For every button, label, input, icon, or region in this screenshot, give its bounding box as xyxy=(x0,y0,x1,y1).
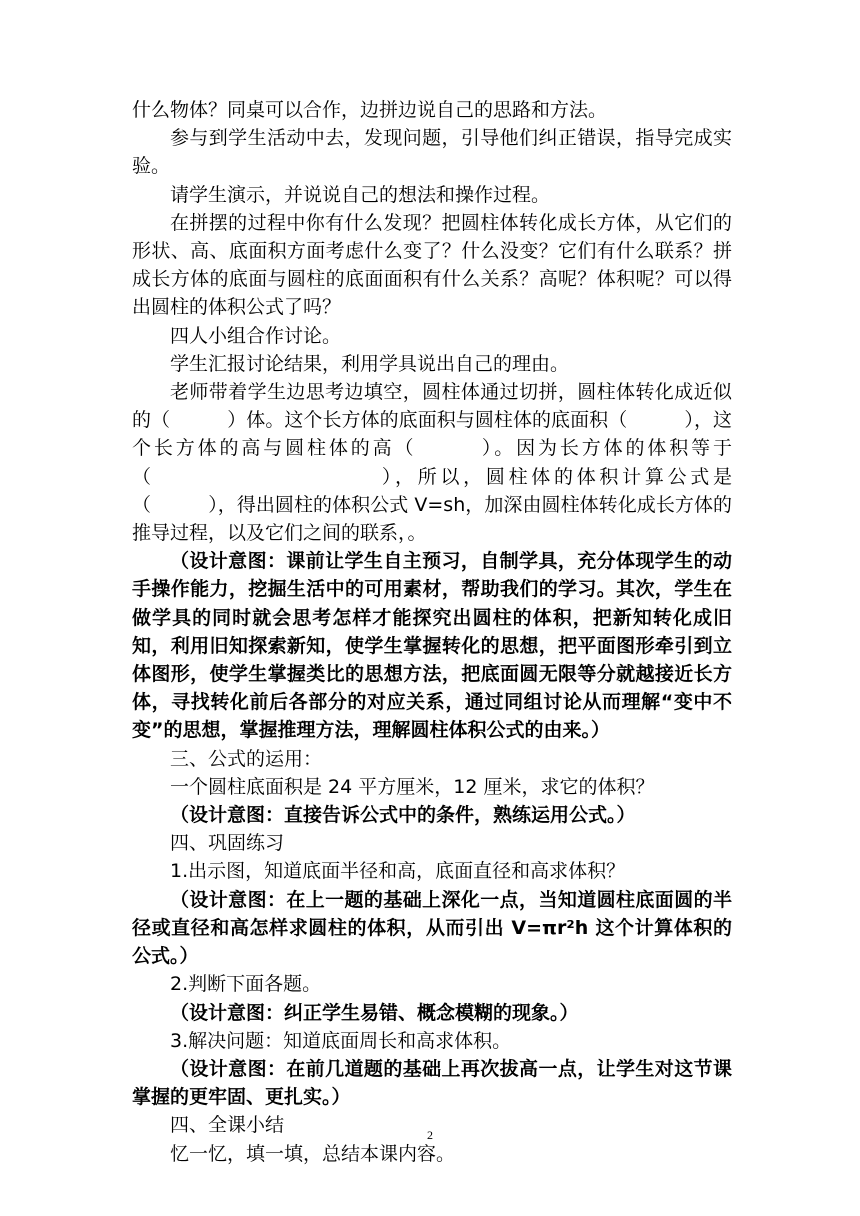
page-number: 2 xyxy=(427,1128,433,1142)
paragraph: 什么物体？同桌可以合作，边拼边说自己的思路和方法。 xyxy=(132,99,608,121)
paragraph: 一个圆柱底面积是 24 平方厘米，12 厘米，求它的体积？ xyxy=(170,775,655,798)
section-heading: 四、巩固练习 xyxy=(170,832,285,855)
paragraph: 1.出示图，知道底面半径和高，底面直径和高求体积？ xyxy=(170,860,626,883)
paragraph: 四人小组合作讨论。 xyxy=(170,324,342,347)
paragraph: 老师带着学生边思考边填空，圆柱体通过切拼，圆柱体转化成近似的（ ）体。这个长方体的底面积与圆柱体的底面积（ ），这个长方体的高与圆柱体的高（ ）。因为长方体的体积等于（ ），所以，圆柱体的体积计算公式是（ ），得出圆柱的体积公式 V=sh，加深由圆柱体转化成长方体的推导过程，以及它们之间的联系，。 xyxy=(132,381,732,545)
design-intent-note: （设计意图：在上一题的基础上深化一点，当知道圆柱底面圆的半径或直径和高怎样求圆柱的体积，从而引出 V=πr²h 这个计算体积的公式。） xyxy=(132,888,732,968)
section-heading: 四、全课小结 xyxy=(170,1114,285,1137)
paragraph: 请学生演示，并说说自己的想法和操作过程。 xyxy=(170,183,551,206)
paragraph: 在拼摆的过程中你有什么发现？把圆柱体转化成长方体，从它们的形状、高、底面积方面考虑什么变了？什么没变？它们有什么联系？拼成长方体的底面与圆柱的底面面积有什么关系？高呢？体积呢？可以得出圆柱的体积公式了吗？ xyxy=(132,211,732,319)
design-intent-note: （设计意图：在前几道题的基础上再次拔高一点，让学生对这节课掌握的更牢固、更扎实。） xyxy=(132,1057,732,1109)
design-intent-note: （设计意图：纠正学生易错、概念模糊的现象。） xyxy=(170,1001,579,1024)
design-intent-note: （设计意图：课前让学生自主预习，自制学具，充分体现学生的动手操作能力，挖掘生活中的可用素材，帮助我们的学习。其次，学生在做学具的同时就会思考怎样才能探究出圆柱的体积，把新知转化成旧知，利用旧知探索新知，使学生掌握转化的思想，把平面图形牵引到立体图形，使学生掌握类比的思想方法，把底面圆无限等分就越接近长方体，寻找转化前后各部分的对应关系，通过同组讨论从而理解“变中不变”的思想，掌握推理方法，理解圆柱体积公式的由来。） xyxy=(132,550,732,742)
body-text xyxy=(132,96,732,1168)
paragraph: 忆一忆，填一填，总结本课内容。 xyxy=(170,1142,456,1165)
design-intent-note: （设计意图：直接告诉公式中的条件，熟练运用公式。） xyxy=(170,804,636,827)
paragraph: 学生汇报讨论结果，利用学具说出自己的理由。 xyxy=(170,352,570,375)
paragraph: 2.判断下面各题。 xyxy=(170,973,322,996)
section-heading: 三、公式的运用： xyxy=(170,747,323,770)
paragraph: 参与到学生活动中去，发现问题，引导他们纠正错误，指导完成实验。 xyxy=(132,127,732,178)
paragraph: 3.解决问题：知道底面周长和高求体积。 xyxy=(170,1029,512,1052)
